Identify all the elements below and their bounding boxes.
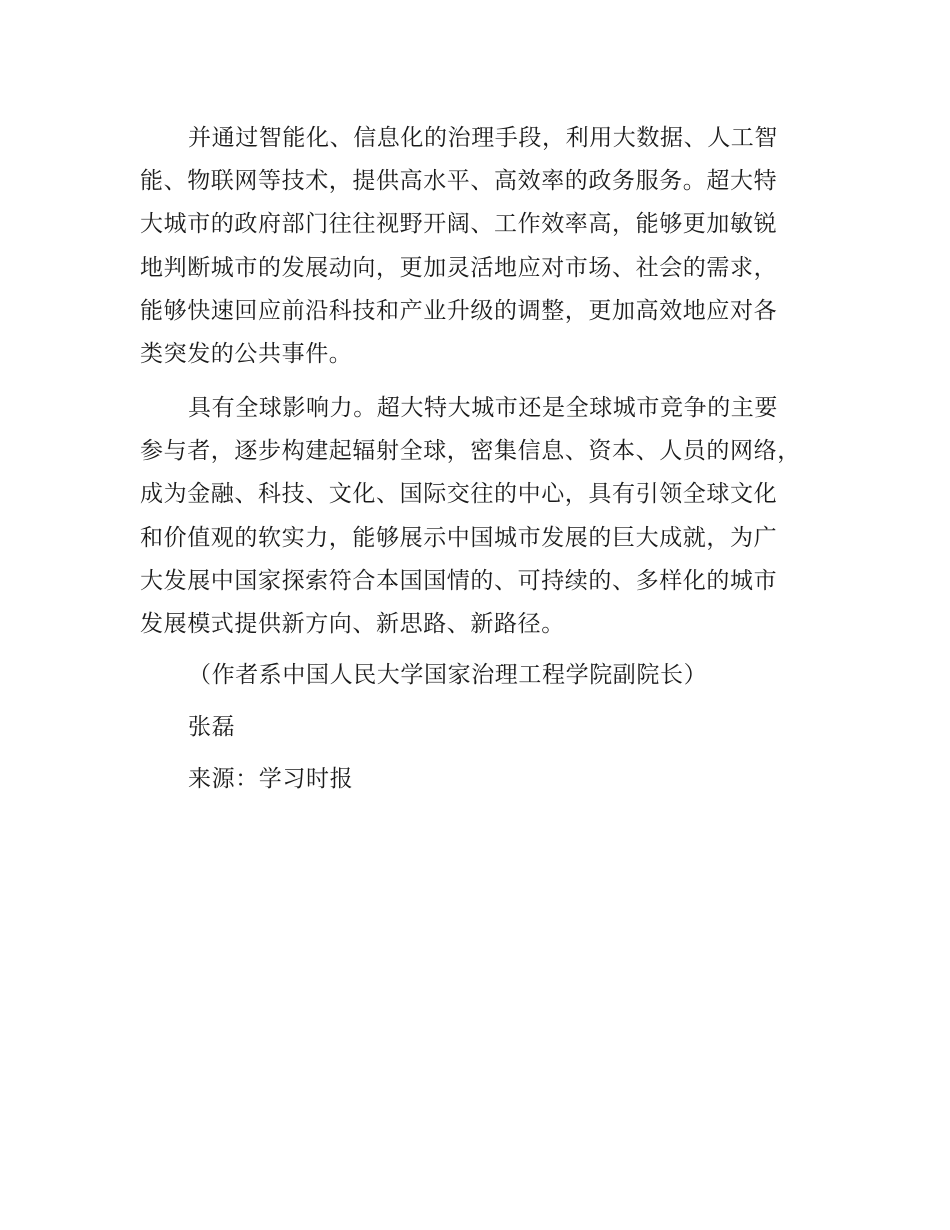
article-paragraph	[140, 387, 840, 646]
author-note: （作者系中国人民大学国家治理工程学院副院长）	[188, 662, 708, 688]
paragraph-line: 能够快速回应前沿科技和产业升级的调整，更加高效地应对各	[140, 297, 778, 324]
article-paragraph	[140, 117, 840, 376]
paragraph-line: 参与者，逐步构建起辐射全球，密集信息、资本、人员的网络，	[140, 438, 801, 465]
paragraph-line: 大城市的政府部门往往视野开阔、工作效率高，能够更加敏锐	[140, 211, 778, 238]
paragraph-line: 并通过智能化、信息化的治理手段，利用大数据、人工智	[188, 125, 778, 151]
source-line: 来源：学习时报	[188, 766, 354, 792]
paragraph-line: 和价值观的软实力，能够展示中国城市发展的巨大成就，为广	[140, 524, 778, 551]
author-name: 张磊	[188, 714, 236, 740]
paragraph-line: 地判断城市的发展动向，更加灵活地应对市场、社会的需求，	[140, 254, 778, 281]
paragraph-line: 大发展中国家探索符合本国国情的、可持续的、多样化的城市	[140, 567, 778, 594]
paragraph-line: 类突发的公共事件。	[140, 341, 353, 368]
paragraph-line: 具有全球影响力。超大特大城市还是全球城市竞争的主要	[188, 395, 778, 421]
paragraph-line: 发展模式提供新方向、新思路、新路径。	[140, 611, 565, 638]
paragraph-line: 能、物联网等技术，提供高水平、高效率的政务服务。超大特	[140, 168, 778, 195]
paragraph-line: 成为金融、科技、文化、国际交往的中心，具有引领全球文化	[140, 481, 778, 508]
